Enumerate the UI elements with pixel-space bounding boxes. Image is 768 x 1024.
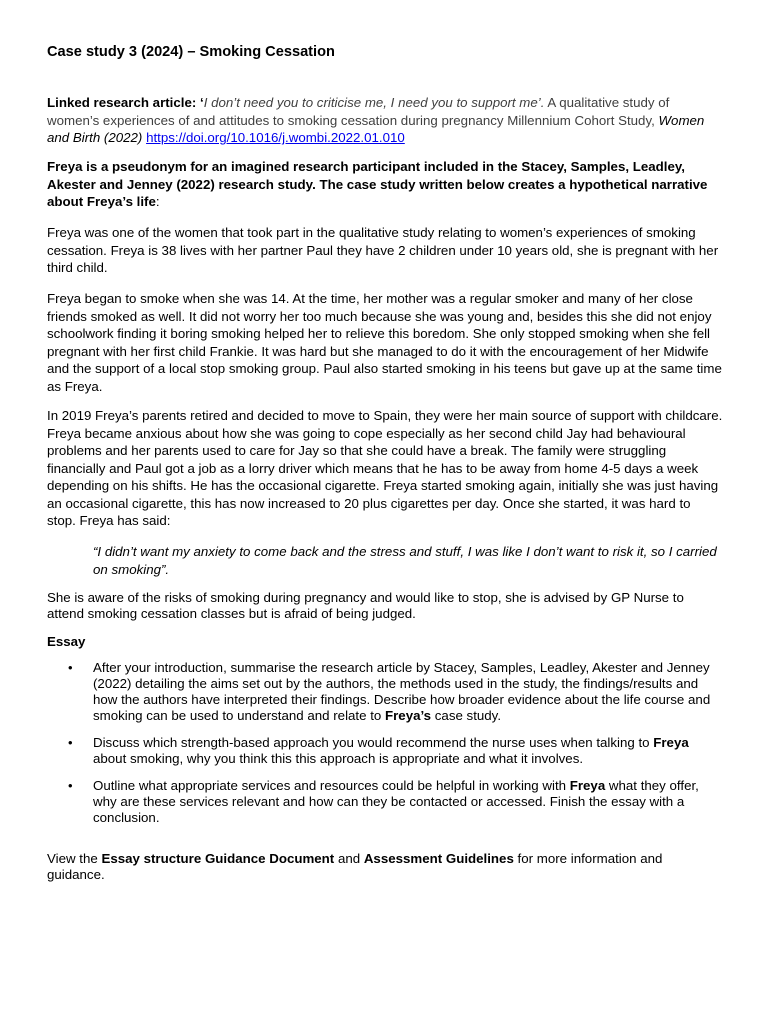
pseudonym-intro: Freya is a pseudonym for an imagined research participant included in the Stacey, Samples, Leadley, Akester and Jenney (2022) research study. The case study written below creates a hypothetical narrative about Freya’s life: — [47, 159, 708, 209]
essay-task-2: • Discuss which strength-based approach you would recommend the nurse uses when talking to Freya about smoking, why you think this this approach is appropriate and what it involves. — [68, 735, 689, 766]
document-title: Case study 3 (2024) – Smoking Cessation — [47, 44, 335, 60]
bullet-icon: • — [68, 735, 73, 750]
article-title: I don’t need you to criticise me, I need you to support me’. — [203, 95, 545, 110]
bullet-icon: • — [68, 660, 73, 675]
case-paragraph-2: Freya began to smoke when she was 14. At the time, her mother was a regular smoker and many of her close friends smoked as well. It did not worry her too much because she was young and, besides this she did not enjoy schoolwork finding it boring smoking helped her to relieve this boredom. She only stopped smoking when she fell pregnant with her first child Frankie. It was hard but she managed to do it with the encouragement of her Midwife and the support of a local stop smoking group. Paul also started smoking in his teens but gave up at the same time as Freya. — [47, 291, 722, 394]
case-paragraph-3: In 2019 Freya’s parents retired and decided to move to Spain, they were her main source of support with childcare. Freya became anxious about how she was going to cope especially as her second child Jay had behavioural problems and her parents used to care for Jay so that she could have a break. The family were struggling financially and Paul got a job as a lorry driver which means that he has to be away from home 4-5 days a week depending on his shifts. He has the occasional cigarette. Freya started smoking again, initially she was just having an occasional cigarette, this has now increased to 20 plus cigarettes per day. Once she started, it was hard to stop. Freya has said: — [47, 408, 723, 528]
assessment-guidelines-ref: Assessment Guidelines — [363, 851, 514, 866]
linked-article-paragraph: Linked research article: ‘I don’t need you to criticise me, I need you to support me’. A qualitative study of women’s experiences of and attitudes to smoking cessation during pregnancy Millennium Cohort Study, Women and Birth (2022) https://doi.org/10.1016/j.wombi.2022.01.010 — [47, 95, 705, 145]
journal-name: Women and Birth (2022) — [47, 112, 705, 145]
essay-task-1: • After your introduction, summarise the research article by Stacey, Samples, Leadley, Akester and Jenney (2022) detailing the aims set out by the authors, the methods used in the study, the findings/results and how the authors have interpreted their findings. Describe how broader evidence about the life course and smoking can be used to understand and relate to Freya’s case study. — [68, 660, 711, 723]
essay-structure-doc-ref: Essay structure Guidance Document — [101, 851, 335, 866]
footer-guidance: View the Essay structure Guidance Document and Assessment Guidelines for more information and guidance. — [47, 851, 663, 882]
essay-heading: Essay — [47, 634, 86, 649]
linked-article-label: Linked research article: — [47, 95, 197, 110]
freya-quote: “I didn’t want my anxiety to come back and the stress and stuff, I was like I don’t want to risk it, so I carried on smoking”. — [93, 544, 717, 577]
doi-link[interactable]: https://doi.org/10.1016/j.wombi.2022.01.010 — [146, 130, 405, 145]
essay-task-3: • Outline what appropriate services and resources could be helpful in working with Freya what they offer, why are these services relevant and how can they be contacted or accessed. Finish the essay with a conclusion. — [68, 778, 699, 825]
bullet-icon: • — [68, 778, 73, 793]
article-description: A qualitative study of women’s experiences of and attitudes to smoking cessation during pregnancy Millennium Cohort Study, — [47, 95, 670, 128]
essay-task-list — [47, 660, 723, 826]
case-paragraph-1: Freya was one of the women that took part in the qualitative study relating to women’s experiences of smoking cessation. Freya is 38 lives with her partner Paul they have 2 children under 10 years old, she is pregnant with her third child. — [47, 225, 719, 275]
case-paragraph-4: She is aware of the risks of smoking during pregnancy and would like to stop, she is advised by GP Nurse to attend smoking cessation classes but is afraid of being judged. — [47, 590, 684, 621]
